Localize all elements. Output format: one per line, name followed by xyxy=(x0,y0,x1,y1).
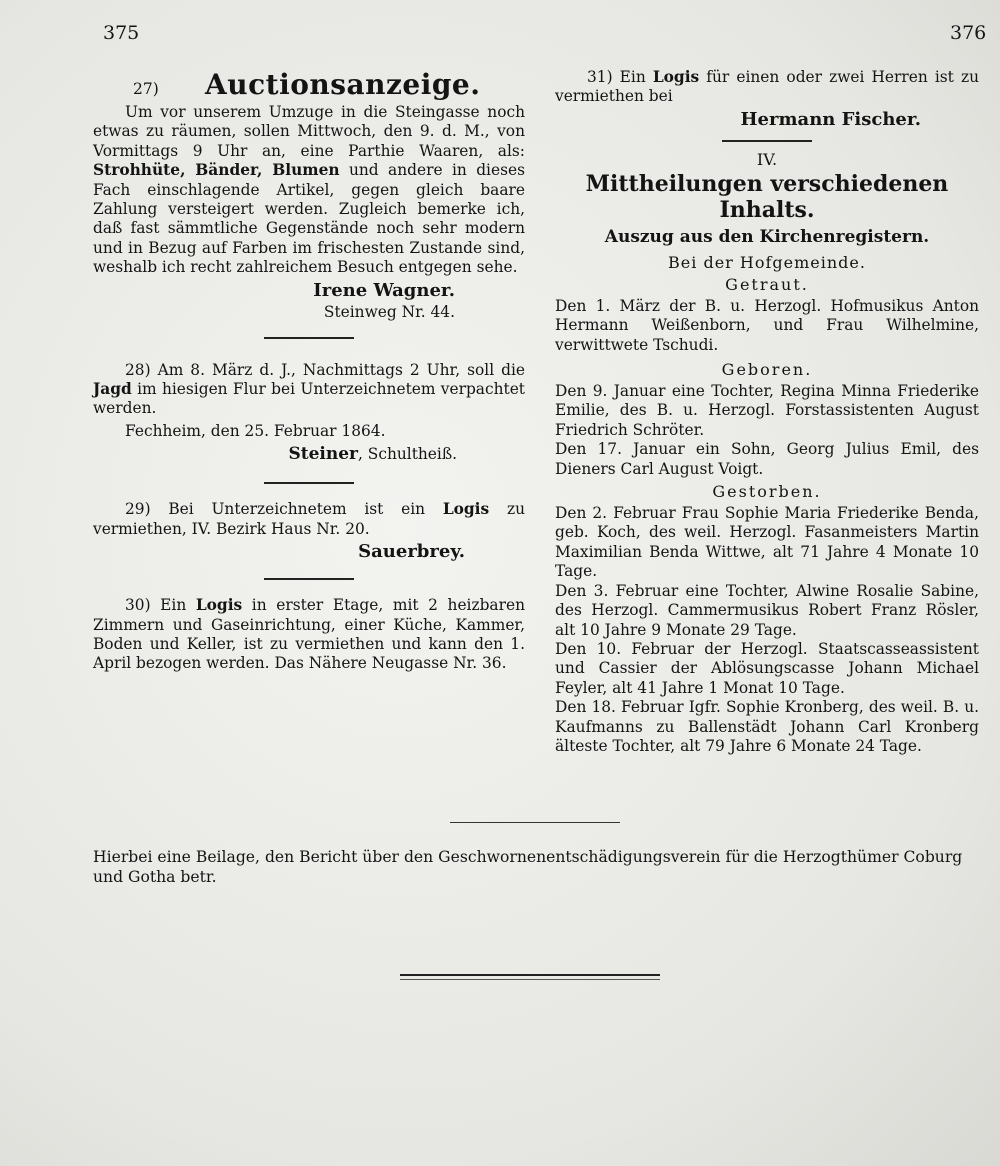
ad-29-signature: Sauerbrey. xyxy=(358,541,465,563)
married-heading: Getraut. xyxy=(725,274,809,294)
ad-28-body xyxy=(93,361,525,419)
married-entry: Den 1. März der B. u. Herzogl. Hofmusikus Anton Hermann Weißenborn, und Frau Wilhelmine, verwittwete Tschudi. xyxy=(555,296,979,354)
died-entry: Den 18. Februar Igfr. Sophie Kronberg, des weil. B. u. Kaufmanns zu Ballenstädt Johann Carl Kronberg älteste Tochter, alt 79 Jahre 6 Monate 24 Tage. xyxy=(555,698,979,755)
died-entry: Den 2. Februar Frau Sophie Maria Friederike Benda, geb. Koch, des weil. Herzogl. Fasanmeisters Martin Maximilian Benda Wittwe, alt 71 Jahre 4 Monate 10 Tage. xyxy=(555,504,979,581)
page-number-left: 375 xyxy=(103,22,140,44)
section-subtitle: Auszug aus den Kirchenregistern. xyxy=(604,226,930,247)
divider xyxy=(264,578,354,580)
died-heading: Gestorben. xyxy=(712,482,822,502)
born-entry: Den 17. Januar ein Sohn, Georg Julius Emil, des Dieners Carl August Voigt. xyxy=(555,440,979,478)
died-entry: Den 3. Februar eine Tochter, Alwine Rosalie Sabine, des Herzogl. Cammermusikus Robert Franz Rösler, alt 10 Jahre 9 Monate 29 Tage. xyxy=(555,581,979,639)
footnote-supplement: Hierbei eine Beilage, den Bericht über den Geschwornenentschädigungsverein für die Herzogthümer Coburg und Gotha betr. xyxy=(93,848,963,886)
advertisement-27 xyxy=(93,68,525,321)
section-iv xyxy=(555,150,979,757)
died-entry: Den 10. Februar der Herzogl. Staatscasseassistent und Cassier der Ablösungscasse Johann Michael Feyler, alt 41 Jahre 1 Monat 10 Tage. xyxy=(555,639,979,697)
section-title: Mittheilungen verschiedenen Inhalts. xyxy=(585,170,949,223)
divider xyxy=(264,337,354,339)
ad-31-signature: Hermann Fischer. xyxy=(740,108,921,130)
ad-27-signature: Irene Wagner. xyxy=(313,279,455,301)
born-heading: Geboren. xyxy=(721,360,813,380)
born-entry: Den 9. Januar eine Tochter, Regina Minna Friederike Emilie, des B. u. Herzogl. Forstassistenten August Friedrich Schröter. xyxy=(555,382,979,439)
ad-28-text-1: 28) Am 8. März d. J., Nachmittags 2 Uhr, soll die xyxy=(125,360,525,379)
ad-28-place-date: Fechheim, den 25. Februar 1864. xyxy=(125,421,386,440)
ad-27-address: Steinweg Nr. 44. xyxy=(323,302,455,321)
ad-27-number: 27) xyxy=(133,80,159,98)
ad-28-text-bold: Jagd xyxy=(93,380,132,399)
ad-30-text-1: 30) Ein xyxy=(125,596,196,615)
ad-31-text-1: 31) Ein xyxy=(587,68,653,86)
parish-heading: Bei der Hofgemeinde. xyxy=(668,252,866,272)
ad-27-text-2: und andere in dieses Fach einschlagende Artikel, gegen gleich baare Zahlung versteigert werden. Zugleich bemerke ich, daß fast sämmtliche Gegenstände noch sehr modern und in Bezug auf Farben im frischesten Zustande sind, weshalb ich recht zahlreichem Besuch entgegen sehe. xyxy=(93,161,525,277)
ad-28-text-2: im hiesigen Flur bei Unterzeichnetem verpachtet werden. xyxy=(93,380,525,418)
divider xyxy=(264,482,354,484)
advertisement-30 xyxy=(93,596,525,674)
ad-30-body xyxy=(93,596,525,674)
ad-29-text-2: zu vermiethen, IV. Bezirk Haus Nr. 20. xyxy=(93,500,525,538)
end-rule xyxy=(400,974,660,976)
divider xyxy=(722,140,812,142)
ad-28-signature-title: , Schultheiß. xyxy=(358,445,457,464)
page-number-right: 376 xyxy=(950,22,987,44)
ad-27-heading xyxy=(93,68,525,101)
ad-27-title: Auctionsanzeige. xyxy=(205,68,481,101)
separator-line xyxy=(450,822,620,823)
ad-29-text-bold: Logis xyxy=(442,500,490,519)
advertisement-31 xyxy=(555,68,979,130)
ad-31-text-bold: Logis xyxy=(652,68,700,86)
ad-28-signature xyxy=(93,444,525,464)
ad-27-text-1: Um vor unserem Umzuge in die Steingasse noch etwas zu räumen, sollen Mittwoch, den 9. d. M., von Vormittags 9 Uhr an, eine Parthie Waaren, als: xyxy=(93,103,525,160)
left-column xyxy=(93,60,525,674)
ad-30-text-2: in erster Etage, mit 2 heizbaren Zimmern und Gaseinrichtung, einer Küche, Kammer, Boden und Keller, ist zu vermiethen und kann den 1. April bezogen werden. Das Nähere Neugasse Nr. 36. xyxy=(93,596,525,673)
ad-31-body xyxy=(555,68,979,107)
ad-27-body xyxy=(93,103,525,278)
ad-30-text-bold: Logis xyxy=(195,596,243,615)
ad-31-text-2: für einen oder zwei Herren ist zu vermiethen bei xyxy=(555,68,979,106)
end-rule-thin xyxy=(400,979,660,980)
section-number: IV. xyxy=(756,149,778,169)
ad-29-body xyxy=(93,500,525,539)
advertisement-29 xyxy=(93,500,525,562)
ad-27-text-bold: Strohhüte, Bänder, Blumen xyxy=(93,161,340,180)
ad-28-signature-name: Steiner xyxy=(288,444,358,465)
right-column xyxy=(555,60,979,756)
advertisement-28 xyxy=(93,361,525,465)
ad-29-text-1: 29) Bei Unterzeichnetem ist ein xyxy=(125,500,443,519)
